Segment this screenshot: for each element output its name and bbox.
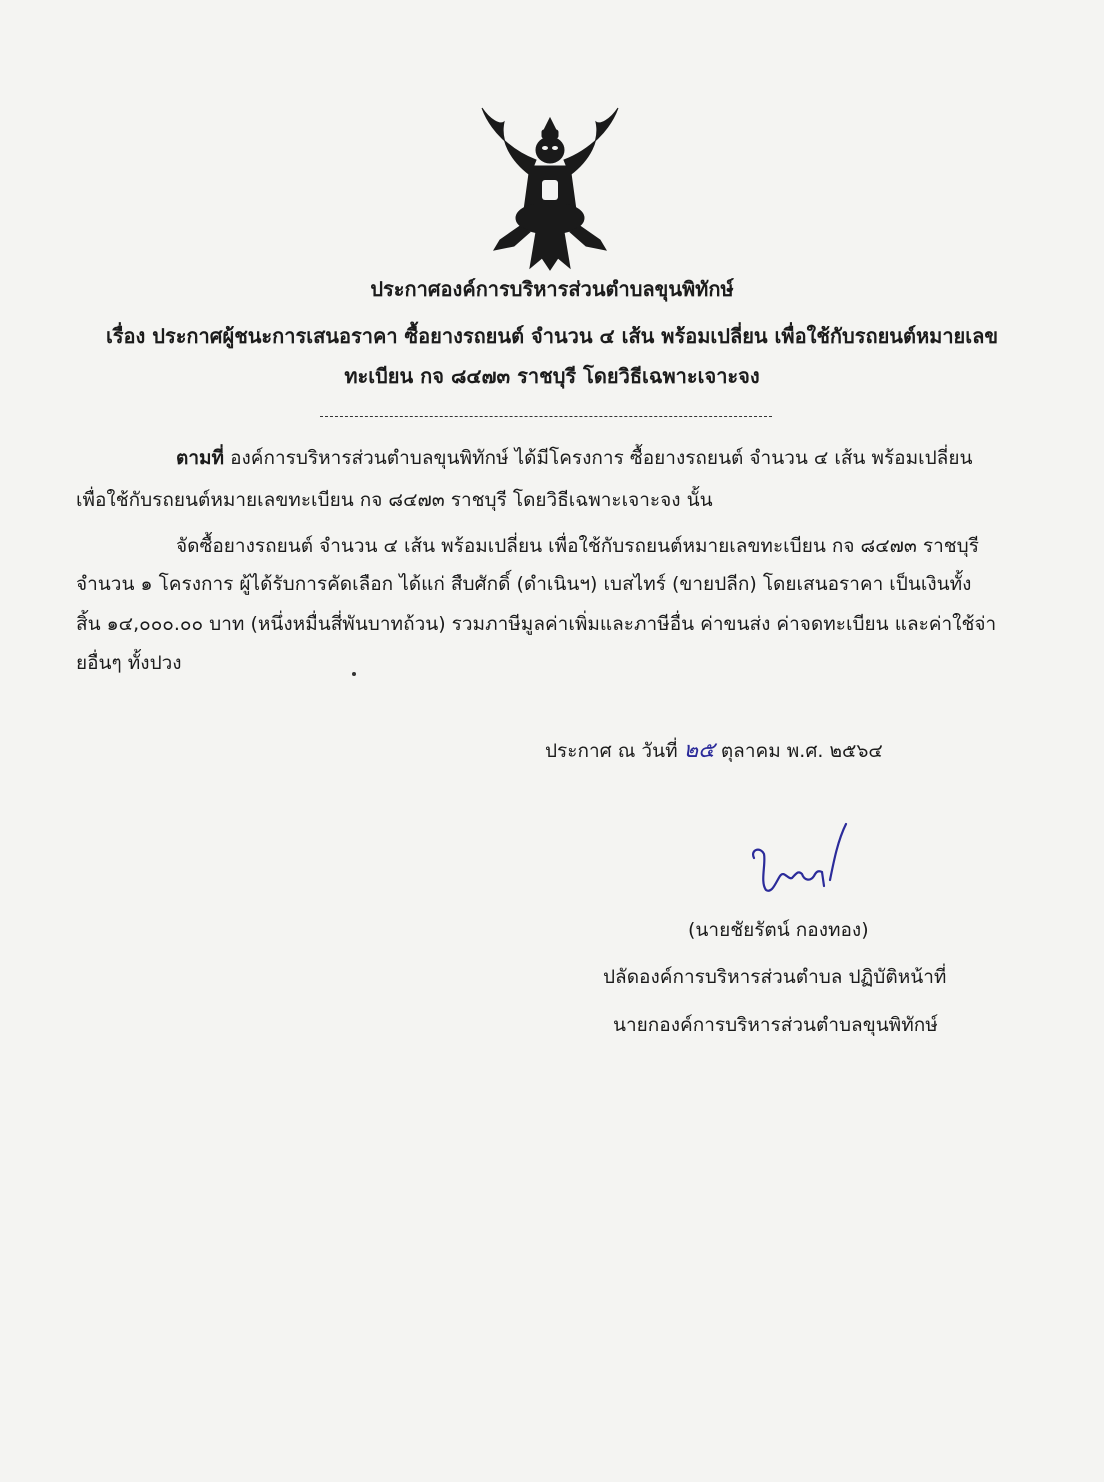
date-day-handwritten: ๒๕ xyxy=(683,738,715,763)
subject-line-1: เรื่อง ประกาศผู้ชนะการเสนอราคา ซื้อยางรถยนต์ จำนวน ๔ เส้น พร้อมเปลี่ยน เพื่อใช้กับรถยนต์หมายเลข xyxy=(105,324,999,348)
date-month-year: ตุลาคม พ.ศ. ๒๕๖๔ xyxy=(720,740,883,762)
signatory-name: (นายชัยรัตน์ กองทอง) xyxy=(688,919,869,941)
signatory-position-1: ปลัดองค์การบริหารส่วนตำบล ปฏิบัติหน้าที่ xyxy=(603,966,947,988)
paragraph-1-line-1-text: องค์การบริหารส่วนตำบลขุนพิทักษ์ ได้มีโครงการ ซื้อยางรถยนต์ จำนวน ๔ เส้น พร้อมเปลี่ยน xyxy=(224,447,973,469)
announcement-org-title: ประกาศองค์การบริหารส่วนตำบลขุนพิทักษ์ xyxy=(370,277,734,301)
announcement-date xyxy=(545,738,883,764)
subject-line-2: ทะเบียน กจ ๘๔๗๓ ราชบุรี โดยวิธีเฉพาะเจาะจง xyxy=(344,364,760,388)
paragraph-2-line-4: ยอื่นๆ ทั้งปวง xyxy=(76,652,182,674)
date-prefix: ประกาศ ณ วันที่ xyxy=(545,740,678,762)
paragraph-2-line-3: สิ้น ๑๔,๐๐๐.๐๐ บาท (หนึ่งหมื่นสี่พันบาทถ้วน) รวมภาษีมูลค่าเพิ่มและภาษีอื่น ค่าขนส่ง ค่าจดทะเบียน และค่าใช้จ่า xyxy=(76,613,997,635)
paragraph-1-line-2: เพื่อใช้กับรถยนต์หมายเลขทะเบียน กจ ๘๔๗๓ ราชบุรี โดยวิธีเฉพาะเจาะจง นั้น xyxy=(76,489,713,511)
signature-handwritten xyxy=(740,820,850,900)
paragraph-1-line-1 xyxy=(176,445,972,471)
garuda-emblem-icon xyxy=(470,100,630,272)
signatory-position-2: นายกองค์การบริหารส่วนตำบลขุนพิทักษ์ xyxy=(613,1014,938,1036)
paragraph-2-line-2: จำนวน ๑ โครงการ ผู้ได้รับการคัดเลือก ได้แก่ สืบศักดิ์ (ดำเนินฯ) เบสไทร์ (ขายปลีก) โดยเสนอราคา เป็นเงินทั้ง xyxy=(76,573,972,595)
divider xyxy=(320,416,772,417)
stray-mark xyxy=(352,672,356,676)
paragraph-2-line-1: จัดซื้อยางรถยนต์ จำนวน ๔ เส้น พร้อมเปลี่ยน เพื่อใช้กับรถยนต์หมายเลขทะเบียน กจ ๘๔๗๓ ราชบุรี xyxy=(176,535,979,557)
paragraph-1-lead: ตามที่ xyxy=(176,447,225,469)
